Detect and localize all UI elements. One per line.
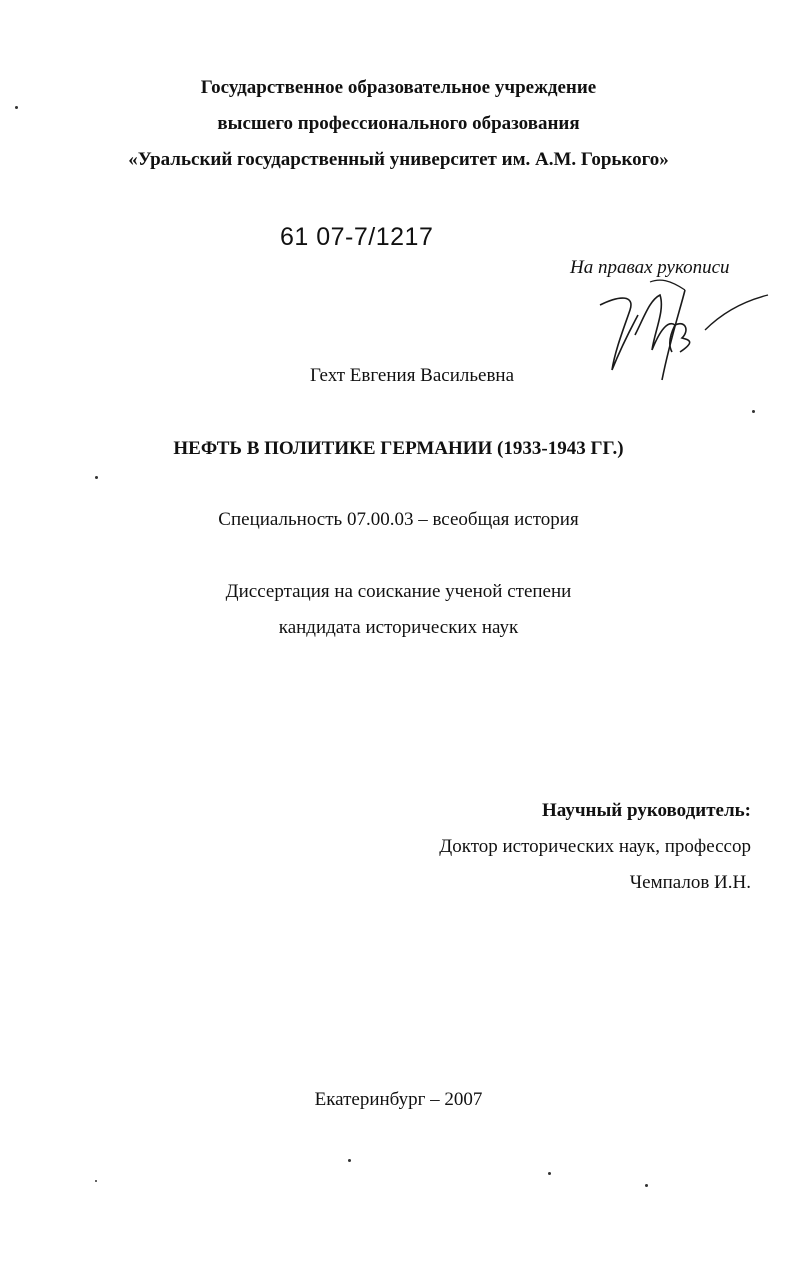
specialty: Специальность 07.00.03 – всеобщая история — [218, 509, 579, 530]
manuscript-note: На правах рукописи — [570, 257, 730, 278]
registration-stamp: 61 07-7/1217 — [280, 223, 434, 251]
scan-speck — [348, 1159, 351, 1162]
scan-speck — [752, 410, 755, 413]
scan-speck — [95, 476, 98, 479]
dissertation-title: НЕФТЬ В ПОЛИТИКЕ ГЕРМАНИИ (1933-1943 ГГ.) — [173, 438, 624, 459]
signature-graphic — [590, 270, 780, 390]
institution-line-3: «Уральский государственный университет им. А.М. Горького» — [128, 149, 669, 170]
place-and-year: Екатеринбург – 2007 — [314, 1089, 483, 1110]
scan-speck — [548, 1172, 551, 1175]
supervisor-degree: Доктор исторических наук, профессор — [439, 836, 751, 857]
dissertation-line-1: Диссертация на соискание ученой степени — [225, 581, 572, 602]
scan-speck — [645, 1184, 648, 1187]
institution-line-1: Государственное образовательное учреждение — [200, 77, 597, 98]
scan-speck — [15, 106, 18, 109]
author-name: Гехт Евгения Васильевна — [310, 365, 515, 386]
scan-speck — [95, 1180, 97, 1182]
dissertation-line-2: кандидата исторических наук — [278, 617, 519, 638]
supervisor-heading: Научный руководитель: — [542, 800, 751, 821]
institution-line-2: высшего профессионального образования — [217, 113, 580, 134]
supervisor-name: Чемпалов И.Н. — [629, 872, 751, 893]
